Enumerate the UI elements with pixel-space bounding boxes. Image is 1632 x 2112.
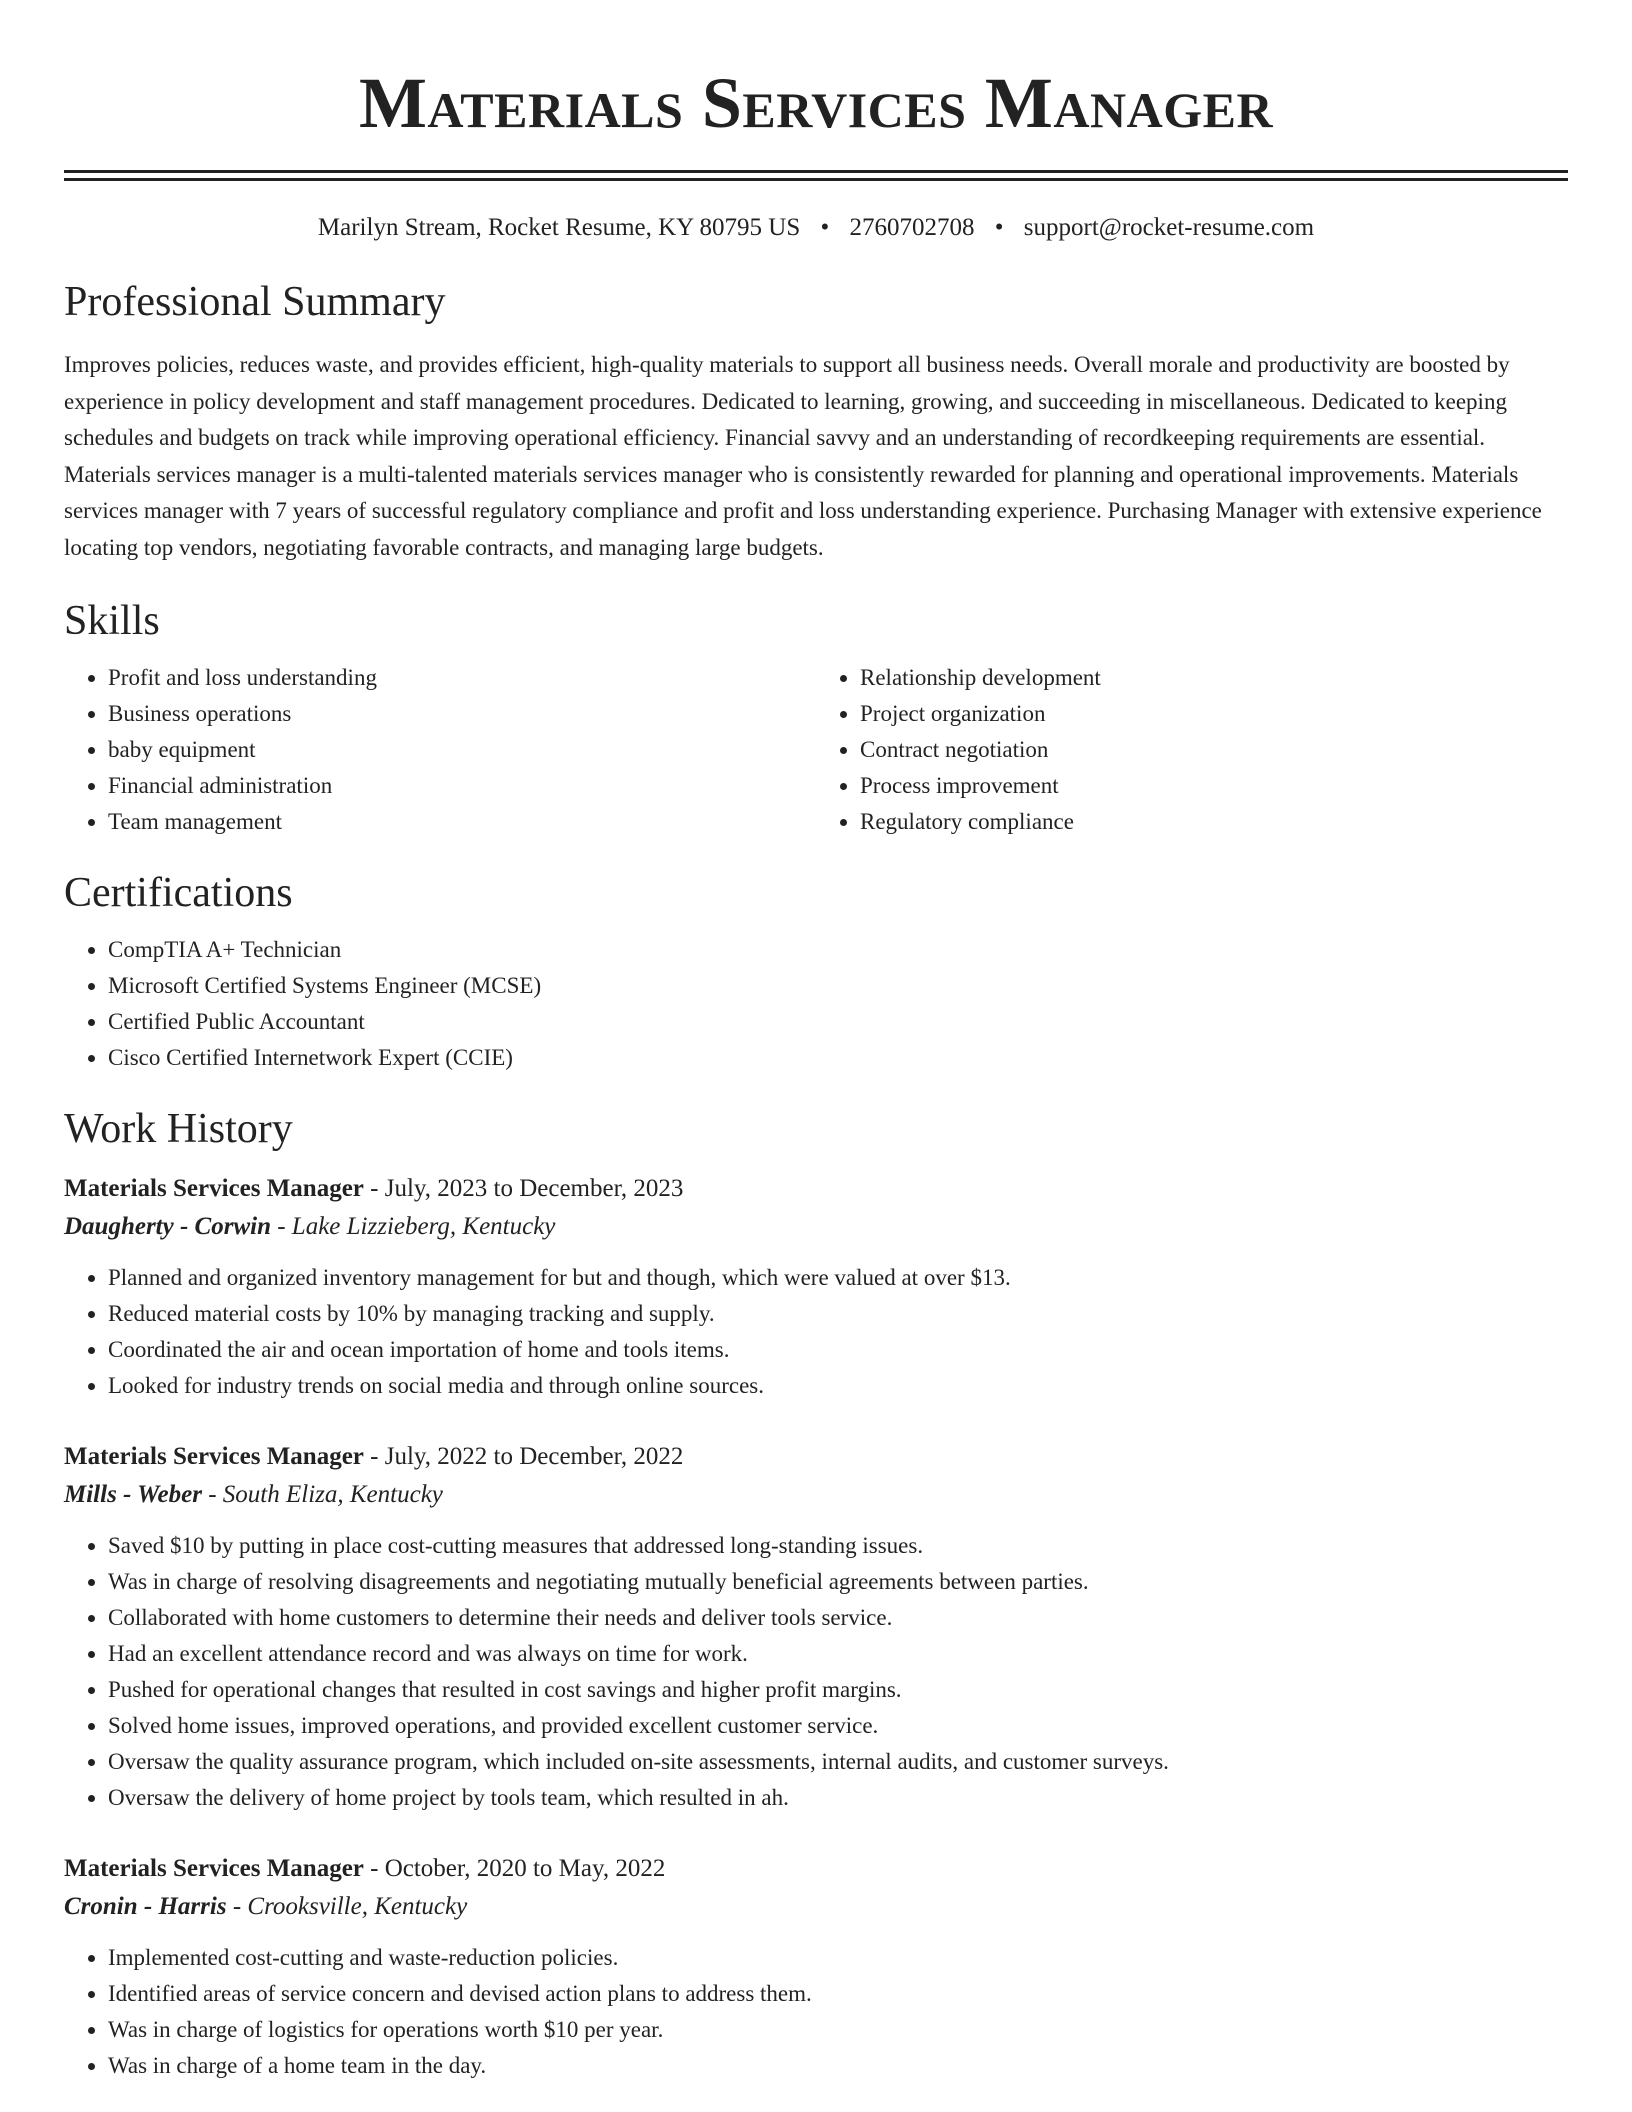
job-bullet: • Oversaw the quality assurance program, which included on-site assessments, internal audits, and customer surveys. — [108, 1744, 1568, 1780]
job-bullet: • Planned and organized inventory management for but and though, which were valued at over $13. — [108, 1260, 1568, 1296]
job-bullet: • Looked for industry trends on social media and through online sources. — [108, 1368, 1568, 1404]
job-company: Daugherty - Corwin — [64, 1213, 271, 1240]
job-entry — [64, 1170, 1568, 1404]
summary-heading: Professional Summary — [64, 279, 446, 325]
contact-email: support@rocket-resume.com — [1023, 214, 1315, 241]
job-location: - Lake Lizzieberg, Kentucky — [270, 1213, 556, 1240]
job-company: Mills - Weber — [64, 1481, 202, 1508]
job-bullets — [64, 1940, 1568, 2084]
skills-heading: Skills — [64, 598, 160, 644]
job-title: Materials Services Manager — [64, 1175, 364, 1202]
job-bullet: • Was in charge of resolving disagreements and negotiating mutually beneficial agreements between parties. — [108, 1564, 1568, 1600]
contact-separator: • — [994, 214, 1004, 241]
job-title-line — [64, 1850, 1568, 1888]
certification-item: • CompTIA A+ Technician — [108, 932, 1568, 968]
contact-line — [64, 211, 1568, 245]
summary-text: Improves policies, reduces waste, and provides efficient, high-quality materials to support all business needs. Overall morale and productivity are boosted by experience in policy development and staff management procedures. Dedicated to learning, growing, and succeeding in miscellaneous. Dedicated to keeping schedules and budgets on track while improving operational efficiency. Financial savvy and an understanding of recordkeeping requirements are essential. Materials services manager is a multi-talented materials services manager who is consistently rewarded for planning and operational improvements. Materials services manager with 7 years of successful regulatory compliance and profit and loss understanding experience. Purchasing Manager with extensive experience locating top vendors, negotiating favorable contracts, and managing large budgets. — [64, 352, 1542, 560]
job-title: Materials Services Manager — [64, 1855, 364, 1882]
job-bullet: • Oversaw the delivery of home project by tools team, which resulted in ah. — [108, 1780, 1568, 1816]
job-dates: - July, 2023 to December, 2023 — [363, 1175, 684, 1202]
work-history-heading: Work History — [64, 1106, 293, 1152]
skill-item: • Project organization — [860, 696, 1568, 732]
skills-section — [64, 596, 1568, 840]
skill-item: • Process improvement — [860, 768, 1568, 804]
job-location: - Crooksville, Kentucky — [226, 1893, 468, 1920]
skills-list-right — [816, 660, 1568, 840]
skill-item: • Contract negotiation — [860, 732, 1568, 768]
skill-item: • Team management — [108, 804, 816, 840]
job-bullet: • Coordinated the air and ocean importation of home and tools items. — [108, 1332, 1568, 1368]
skill-item: • Business operations — [108, 696, 816, 732]
work-history-section — [64, 1104, 1568, 2084]
certifications-list — [64, 932, 1568, 1076]
job-bullet: • Identified areas of service concern and devised action plans to address them. — [108, 1976, 1568, 2012]
certification-item: • Cisco Certified Internetwork Expert (CCIE) — [108, 1040, 1568, 1076]
job-company-line — [64, 1208, 1568, 1246]
certification-item: • Certified Public Accountant — [108, 1004, 1568, 1040]
skills-columns — [64, 660, 1568, 840]
summary-section — [64, 277, 1568, 566]
job-title-line — [64, 1170, 1568, 1208]
certification-item: • Microsoft Certified Systems Engineer (MCSE) — [108, 968, 1568, 1004]
job-company-line — [64, 1888, 1568, 1926]
header-double-rule — [64, 170, 1568, 181]
contact-address: Marilyn Stream, Rocket Resume, KY 80795 US — [317, 214, 801, 241]
certifications-section — [64, 868, 1568, 1076]
skill-item: • Relationship development — [860, 660, 1568, 696]
job-company: Cronin - Harris — [64, 1893, 227, 1920]
skill-item: • baby equipment — [108, 732, 816, 768]
resume-name: Materials Services Manager — [358, 63, 1274, 143]
skill-item: • Profit and loss understanding — [108, 660, 816, 696]
job-bullet: • Was in charge of a home team in the day. — [108, 2048, 1568, 2084]
job-bullet: • Was in charge of logistics for operations worth $10 per year. — [108, 2012, 1568, 2048]
certifications-heading: Certifications — [64, 870, 293, 916]
job-entry — [64, 1438, 1568, 1816]
job-bullet: • Collaborated with home customers to determine their needs and deliver tools service. — [108, 1600, 1568, 1636]
job-bullets — [64, 1260, 1568, 1404]
job-bullet: • Implemented cost-cutting and waste-reduction policies. — [108, 1940, 1568, 1976]
contact-phone: 2760702708 — [849, 214, 975, 241]
job-title: Materials Services Manager — [64, 1443, 364, 1470]
job-bullet: • Had an excellent attendance record and was always on time for work. — [108, 1636, 1568, 1672]
job-bullets — [64, 1528, 1568, 1816]
job-bullet: • Pushed for operational changes that resulted in cost savings and higher profit margins. — [108, 1672, 1568, 1708]
job-bullet: • Reduced material costs by 10% by managing tracking and supply. — [108, 1296, 1568, 1332]
job-bullet: • Saved $10 by putting in place cost-cutting measures that addressed long-standing issues. — [108, 1528, 1568, 1564]
job-bullet: • Solved home issues, improved operations, and provided excellent customer service. — [108, 1708, 1568, 1744]
job-location: - South Eliza, Kentucky — [201, 1481, 443, 1508]
job-company-line — [64, 1476, 1568, 1514]
job-dates: - July, 2022 to December, 2022 — [363, 1443, 684, 1470]
job-entry — [64, 1850, 1568, 2084]
job-dates: - October, 2020 to May, 2022 — [363, 1855, 666, 1882]
skill-item: • Regulatory compliance — [860, 804, 1568, 840]
skills-list-left — [64, 660, 816, 840]
contact-separator: • — [820, 214, 830, 241]
skill-item: • Financial administration — [108, 768, 816, 804]
job-title-line — [64, 1438, 1568, 1476]
